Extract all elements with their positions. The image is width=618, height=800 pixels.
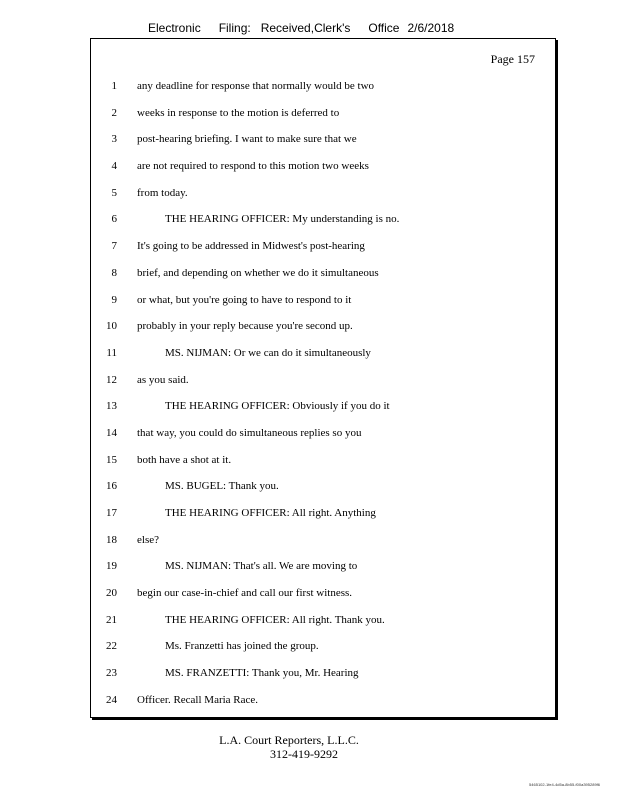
line-number: 24	[106, 693, 117, 706]
transcript-line	[91, 420, 555, 447]
line-text: MS. NIJMAN: Or we can do it simultaneously	[165, 346, 371, 359]
footer-phone: 312-419-9292	[270, 747, 338, 761]
line-number: 1	[111, 80, 117, 92]
line-text: begin our case-in-chief and call our first witness.	[137, 587, 353, 600]
line-number: 19	[106, 560, 117, 573]
line-number: 2	[111, 106, 117, 119]
line-text: THE HEARING OFFICER: My understanding is no.	[165, 213, 400, 226]
transcript-line	[91, 340, 555, 367]
transcript-line	[91, 553, 555, 580]
line-text: else?	[137, 533, 159, 546]
line-text: THE HEARING OFFICER: Obviously if you do it	[165, 400, 390, 413]
document-hash: 5465102-1fe4-4d5a-8b55-f00a395289f6	[529, 782, 600, 787]
line-text: both have a shot at it.	[137, 453, 232, 466]
line-text: MS. BUGEL: Thank you.	[165, 480, 279, 493]
line-number: 13	[106, 400, 117, 413]
transcript-line	[91, 180, 555, 207]
line-text: post-hearing briefing. I want to make sure that we	[137, 133, 357, 146]
line-number: 21	[106, 613, 117, 626]
line-number: 8	[111, 266, 117, 279]
transcript-line	[91, 633, 555, 660]
line-text: Officer. Recall Maria Race.	[137, 693, 259, 706]
line-text: that way, you could do simultaneous replies so you	[137, 426, 362, 439]
line-number: 23	[106, 667, 117, 680]
line-text: THE HEARING OFFICER: All right. Anything	[165, 507, 376, 519]
line-number: 18	[106, 533, 117, 546]
line-number: 16	[106, 480, 117, 493]
line-number: 12	[106, 373, 117, 386]
transcript-line	[91, 233, 555, 260]
line-number: 7	[111, 240, 117, 253]
line-number: 17	[106, 507, 117, 519]
transcript-line	[91, 607, 555, 634]
transcript-line	[91, 580, 555, 607]
line-number: 5	[111, 186, 117, 199]
line-number: 9	[111, 293, 117, 306]
transcript-line	[91, 260, 555, 287]
transcript-line	[91, 367, 555, 394]
line-text: weeks in response to the motion is deferred to	[137, 106, 340, 119]
line-number: 6	[111, 213, 117, 226]
filing-received: Received,Clerk's	[260, 21, 351, 35]
filing-label: Filing:	[218, 21, 251, 35]
line-text: THE HEARING OFFICER: All right. Thank you.	[165, 613, 385, 626]
filing-electronic: Electronic	[148, 21, 201, 35]
line-text: probably in your reply because you're second up.	[137, 320, 353, 333]
line-number: 10	[106, 320, 117, 333]
line-text: any deadline for response that normally would be two	[137, 80, 375, 92]
transcript-page	[90, 38, 556, 718]
line-text: are not required to respond to this motion two weeks	[137, 160, 369, 173]
footer-company: L.A. Court Reporters, L.L.C.	[219, 733, 359, 747]
line-text: from today.	[137, 186, 188, 199]
line-number: 4	[111, 160, 117, 173]
transcript-line	[91, 473, 555, 500]
transcript-line	[91, 447, 555, 474]
line-number: 11	[106, 346, 117, 359]
transcript-line	[91, 527, 555, 554]
line-text: or what, but you're going to have to respond to it	[137, 293, 352, 306]
transcript-lines	[91, 73, 555, 714]
transcript-line	[91, 206, 555, 233]
line-text: as you said.	[137, 373, 189, 386]
footer	[0, 733, 618, 761]
line-number: 3	[111, 133, 117, 146]
line-number: 20	[106, 587, 117, 600]
transcript-line	[91, 100, 555, 127]
line-text: brief, and depending on whether we do it simultaneous	[137, 266, 379, 279]
transcript-line	[91, 126, 555, 153]
line-number: 14	[106, 426, 117, 439]
line-text: MS. NIJMAN: That's all. We are moving to	[165, 560, 358, 573]
transcript-line	[91, 313, 555, 340]
line-number: 15	[106, 453, 117, 466]
transcript-line	[91, 393, 555, 420]
transcript-line	[91, 500, 555, 527]
line-text: Ms. Franzetti has joined the group.	[165, 640, 319, 653]
filing-header	[148, 21, 468, 35]
transcript-line	[91, 287, 555, 314]
transcript-line	[91, 73, 555, 100]
transcript-line	[91, 687, 555, 714]
filing-date: 2/6/2018	[407, 21, 455, 35]
line-text: It's going to be addressed in Midwest's post-hearing	[137, 240, 365, 253]
transcript-line	[91, 153, 555, 180]
page-number: Page 157	[490, 52, 535, 66]
transcript-line	[91, 660, 555, 687]
line-number: 22	[106, 640, 117, 653]
line-text: MS. FRANZETTI: Thank you, Mr. Hearing	[165, 667, 359, 680]
filing-office: Office	[368, 21, 400, 35]
